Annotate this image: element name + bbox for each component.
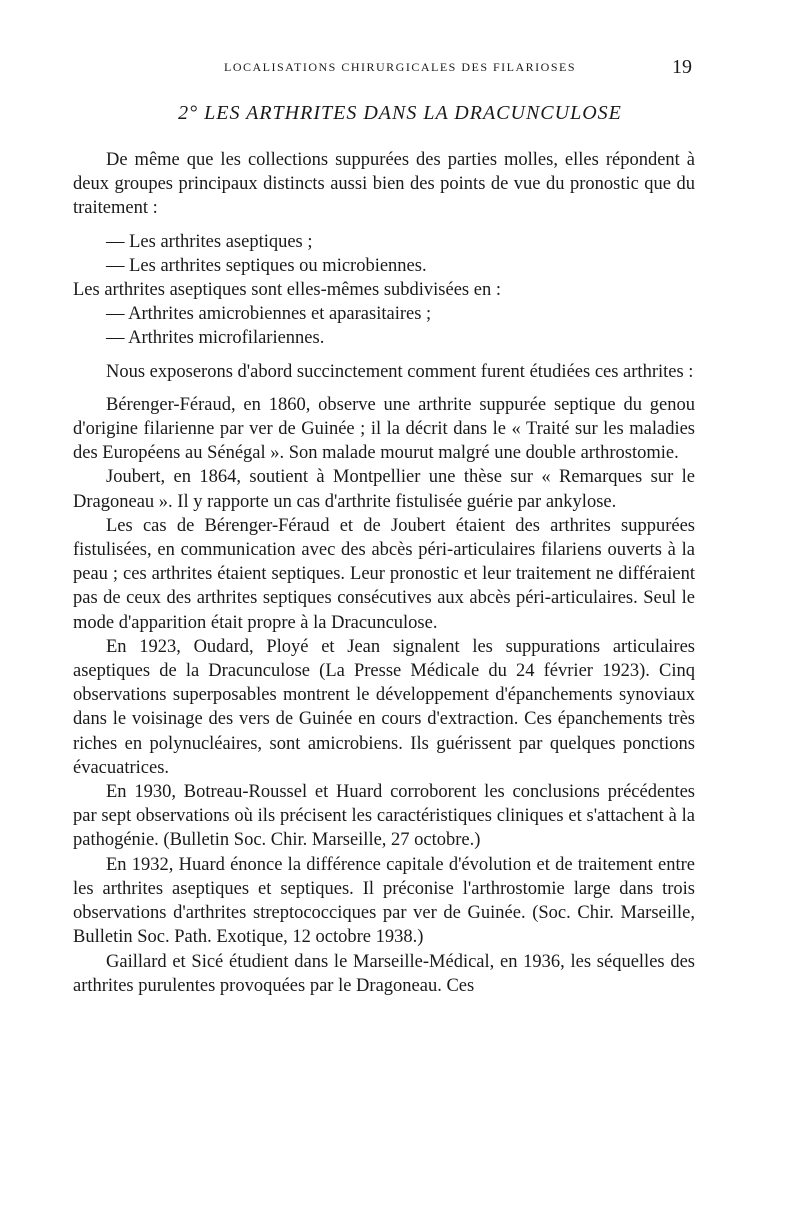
- arthritis-list: [73, 230, 695, 351]
- list-item: Les arthrites aseptiques sont elles-mêmes subdivisées en :: [73, 280, 501, 301]
- list-item: — Arthrites amicrobiennes et aparasitaires ;: [106, 304, 432, 325]
- running-header: LOCALISATIONS CHIRURGICALES DES FILARIOSES: [223, 60, 577, 74]
- paragraph: En 1932, Huard énonce la différence capitale d'évolution et de traitement entre les arthrites aseptiques et septiques. Il préconise l'arthrostomie large dans trois observations d'arthrites streptococciques par ver de Guinée. (Soc. Chir. Marseille, Bulletin Soc. Path. Exotique, 12 octobre 1938.): [73, 854, 695, 948]
- paragraph: Bérenger-Féraud, en 1860, observe une arthrite suppurée septique du genou d'origine filarienne par ver de Guinée ; il la décrit dans le « Traité sur les maladies des Européens au Sénégal ». Son malade mourut malgré une double arthrostomie.: [73, 394, 695, 464]
- body-text: [73, 148, 695, 998]
- section-title: 2° LES ARTHRITES DANS LA DRACUNCULOSE: [178, 102, 622, 124]
- paragraph: En 1923, Oudard, Ployé et Jean signalent les suppurations articulaires aseptiques de la Dracunculose (La Presse Médicale du 24 février 1923). Cinq observations superposables montrent le développement d'épanchements synoviaux dans le voisinage des vers de Guinée en cours d'extraction. Ces épanchements très riches en polynucléaires, sont amicrobiens. Ils guérissent par quelques ponctions évacuatrices.: [73, 636, 695, 778]
- page-number: 19: [672, 56, 692, 78]
- paragraph: Gaillard et Sicé étudient dans le Marseille-Médical, en 1936, les séquelles des arthrites purulentes provoquées par le Dragoneau. Ces: [73, 951, 695, 996]
- paragraph: Joubert, en 1864, soutient à Montpellier une thèse sur « Remarques sur le Dragoneau ». Il y rapporte un cas d'arthrite fistulisée guérie par ankylose.: [73, 467, 695, 512]
- list-item: — Les arthrites aseptiques ;: [106, 231, 313, 252]
- paragraph: Les cas de Bérenger-Féraud et de Joubert étaient des arthrites suppurées fistulisées, en communication avec des abcès péri-articulaires filariens ouverts à la peau ; ces arthrites étaient septiques. Leur pronostic et leur traitement ne différaient pas de ceux des arthrites septiques consécutives aux abcès péri-articulaires. Seul le mode d'apparition était propre à la Dracunculose.: [73, 515, 695, 633]
- paragraph: En 1930, Botreau-Roussel et Huard corroborent les conclusions précédentes par sept observations où ils précisent les caractéristiques cliniques et s'attachent à la pathogénie. (Bulletin Soc. Chir. Marseille, 27 octobre.): [73, 782, 695, 851]
- list-item: — Les arthrites septiques ou microbiennes.: [106, 255, 427, 276]
- paragraph-intro: De même que les collections suppurées des parties molles, elles répondent à deux groupes principaux distincts aussi bien des points de vue du pronostic que du traitement :: [73, 150, 695, 219]
- list-item: — Arthrites microfilariennes.: [106, 328, 325, 349]
- paragraph: Nous exposerons d'abord succinctement comment furent étudiées ces arthrites :: [106, 361, 694, 382]
